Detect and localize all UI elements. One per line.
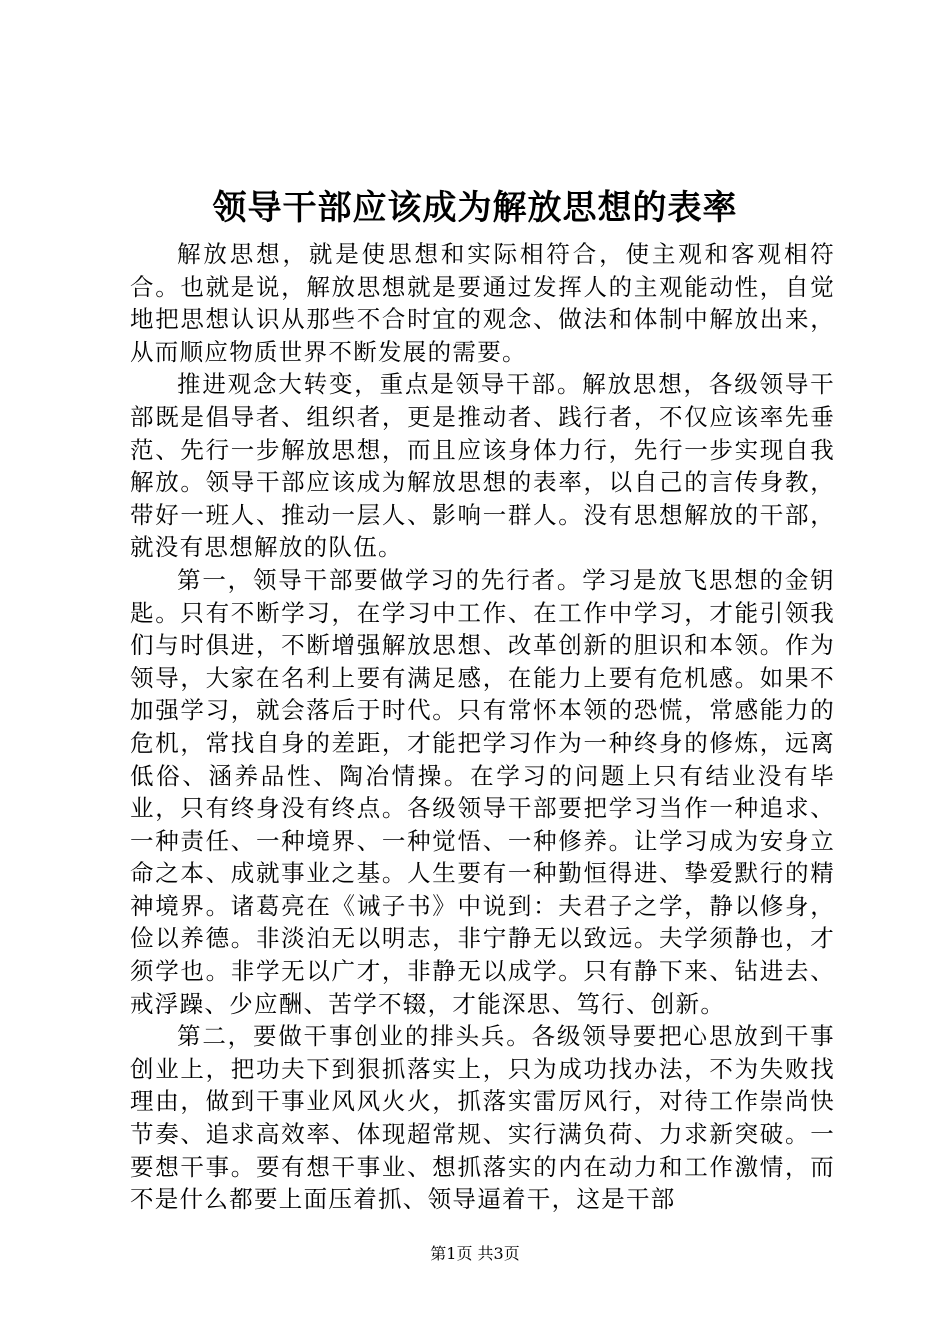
document-body <box>130 238 835 1216</box>
paragraph-2: 推进观念大转变，重点是领导干部。解放思想，各级领导干部既是倡导者、组织者，更是推动者、践行者，不仅应该率先垂范、先行一步解放思想，而且应该身体力行，先行一步实现自我解放。领导干部应该成为解放思想的表率，以自己的言传身教，带好一班人、推动一层人、影响一群人。没有思想解放的干部，就没有思想解放的队伍。 <box>130 370 835 562</box>
paragraph-3: 第一，领导干部要做学习的先行者。学习是放飞思想的金钥匙。只有不断学习，在学习中工作、在工作中学习，才能引领我们与时俱进，不断增强解放思想、改革创新的胆识和本领。作为领导，大家在名利上要有满足感，在能力上要有危机感。如果不加强学习，就会落后于时代。只有常怀本领的恐慌，常感能力的危机，常找自身的差距，才能把学习作为一种终身的修炼，远离低俗、涵养品性、陶冶情操。在学习的问题上只有结业没有毕业，只有终身没有终点。各级领导干部要把学习当作一种追求、一种责任、一种境界、一种觉悟、一种修养。让学习成为安身立命之本、成就事业之基。人生要有一种勤恒得进、挚爱默行的精神境界。诸葛亮在《诫子书》中说到：夫君子之学，静以修身，俭以养德。非淡泊无以明志，非宁静无以致远。夫学须静也，才须学也。非学无以广才，非静无以成学。只有静下来、钻进去、戒浮躁、少应酬、苦学不辍，才能深思、笃行、创新。 <box>130 565 835 1018</box>
document-title: 领导干部应该成为解放思想的表率 <box>212 188 738 228</box>
page-number-footer: 第1页 共3页 <box>430 1244 520 1263</box>
paragraph-4: 第二，要做干事创业的排头兵。各级领导要把心思放到干事创业上，把功夫下到狠抓落实上，只为成功找办法，不为失败找理由，做到干事业风风火火，抓落实雷厉风行，对待工作崇尚快节奏、追求高效率、体现超常规、实行满负荷、力求新突破。一要想干事。要有想干事业、想抓落实的内在动力和工作激情，而不是什么都要上面压着抓、领导逼着干，这是干部 <box>130 1022 835 1214</box>
paragraph-1: 解放思想，就是使思想和实际相符合，使主观和客观相符合。也就是说，解放思想就是要通过发挥人的主观能动性，自觉地把思想认识从那些不合时宜的观念、做法和体制中解放出来，从而顺应物质世界不断发展的需要。 <box>130 240 835 366</box>
